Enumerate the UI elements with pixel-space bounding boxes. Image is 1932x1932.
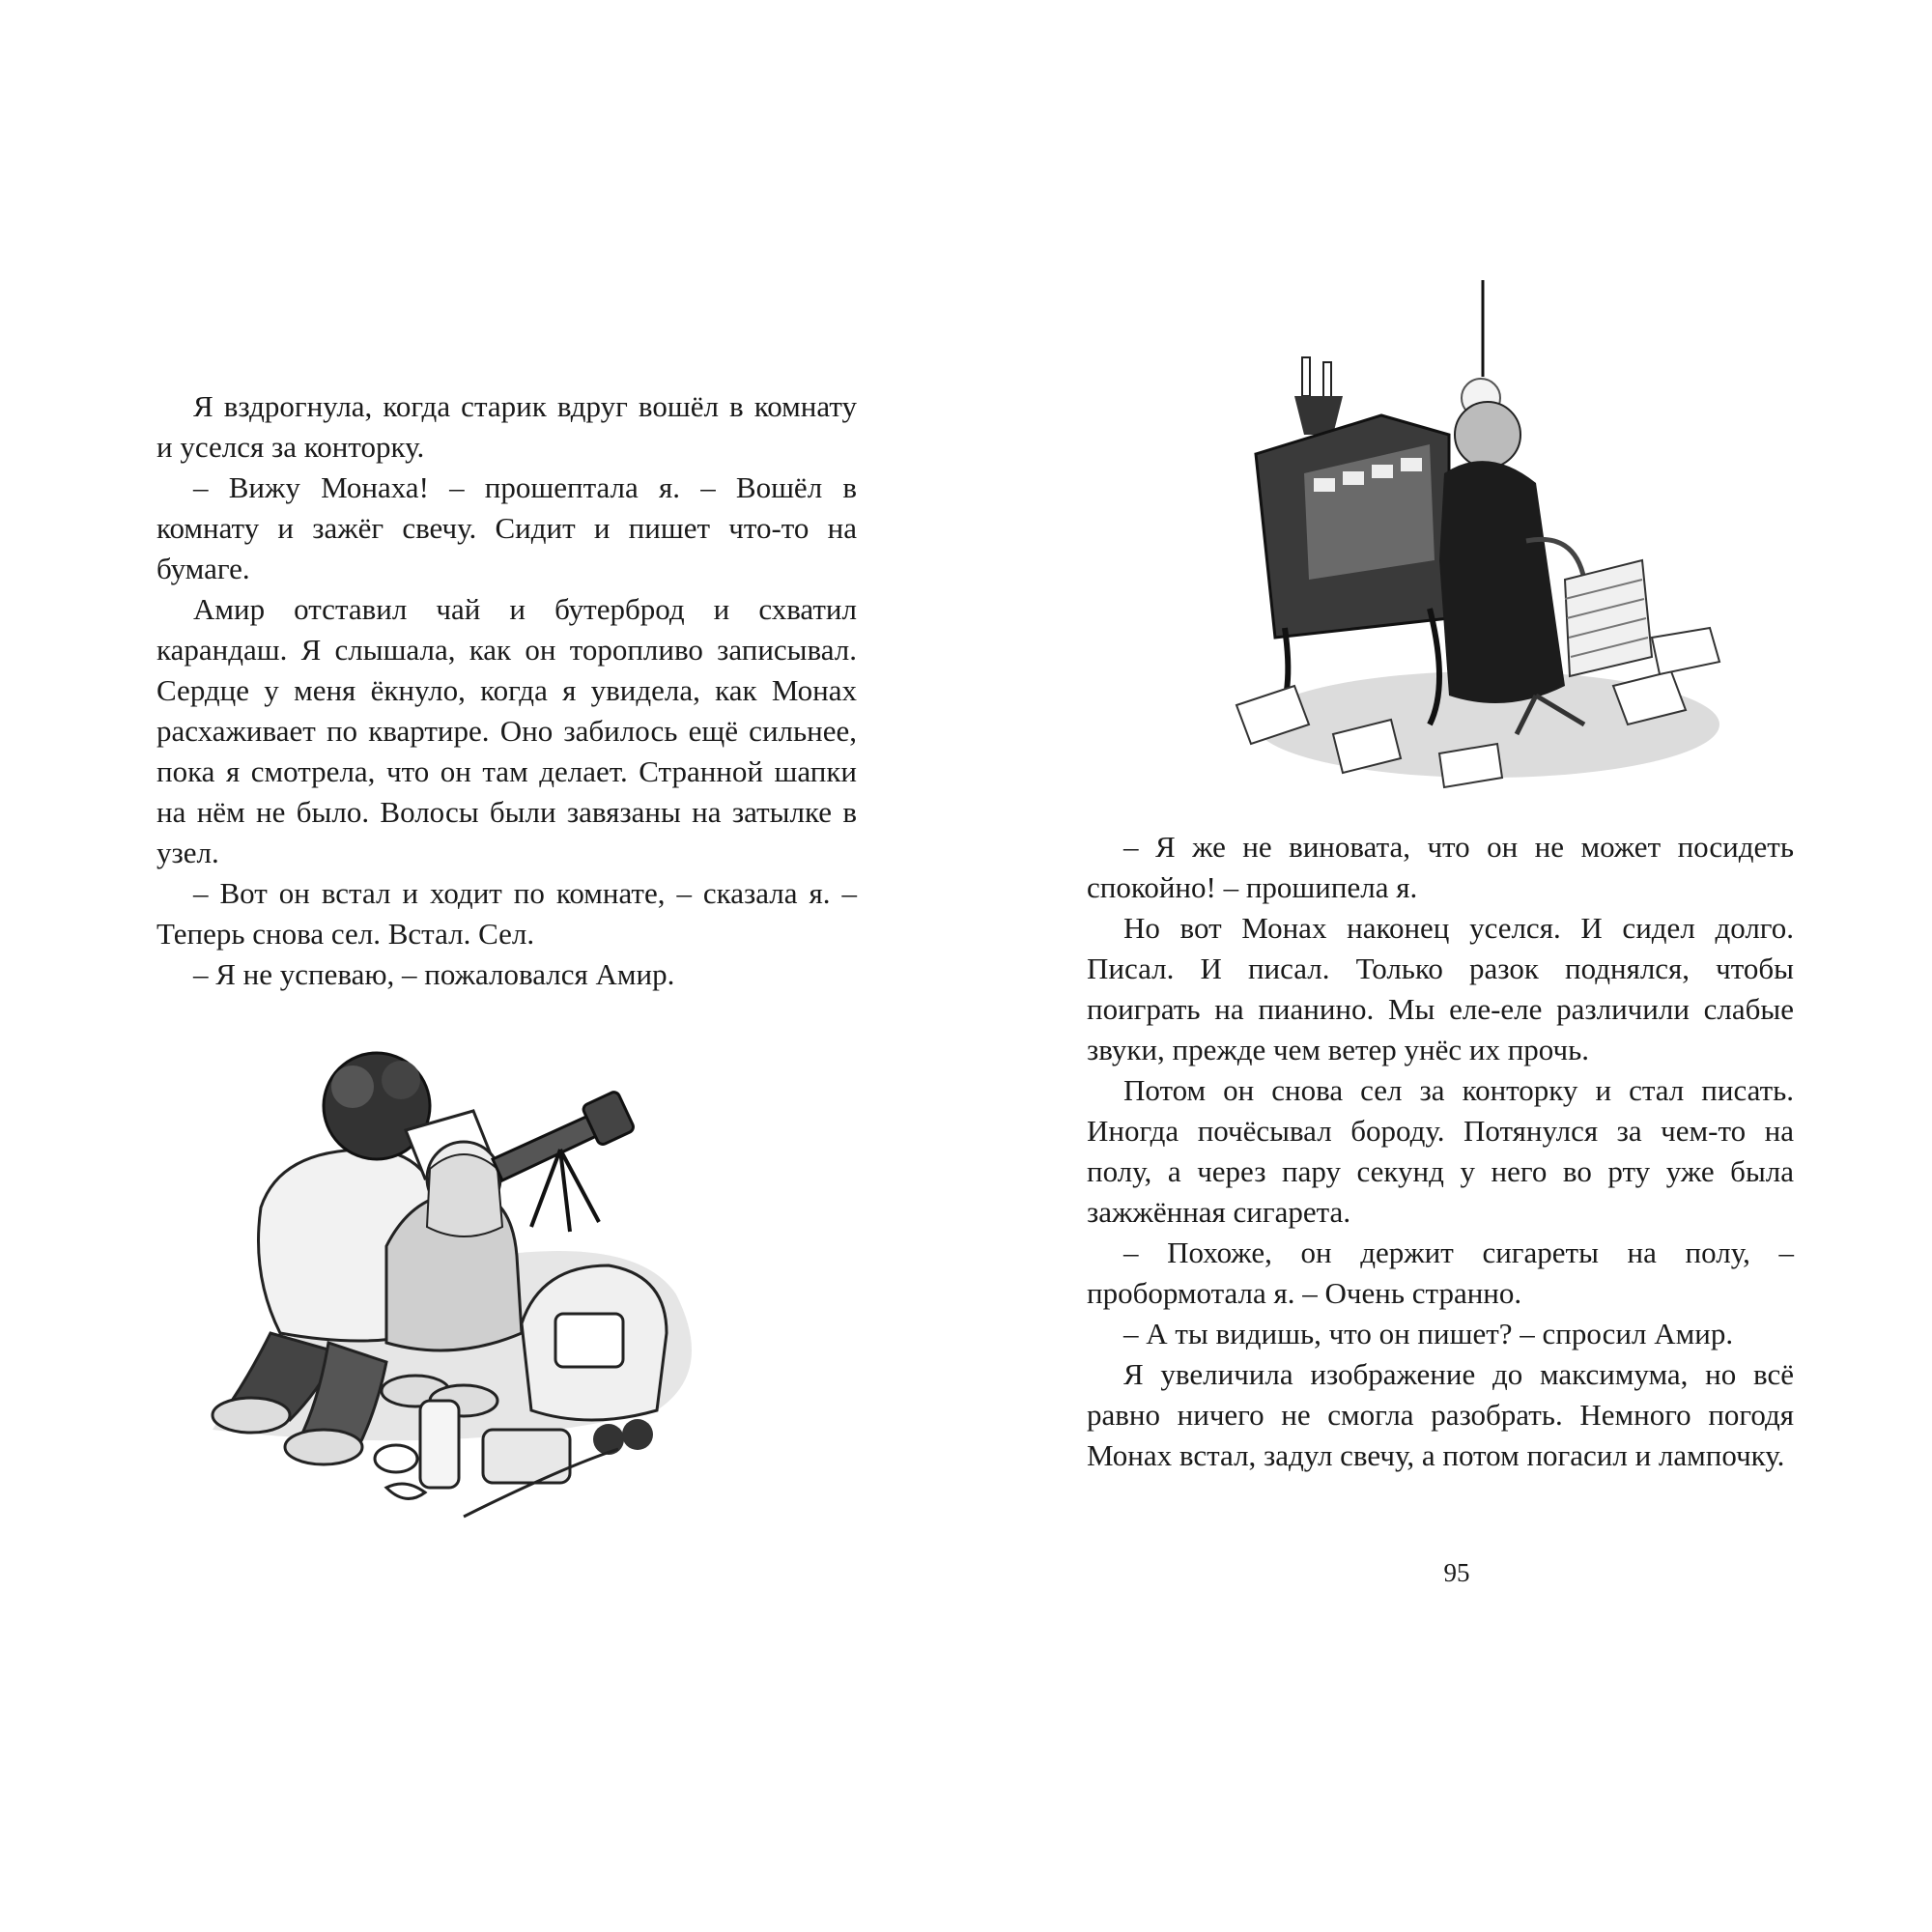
telescope-illustration-graphic	[174, 1005, 850, 1546]
right-page-text	[1087, 827, 1794, 1476]
illustration-telescope-kids	[174, 1005, 850, 1546]
paragraph: – Вижу Монаха! – прошептала я. – Вошёл в комнату и зажёг свечу. Сидит и пишет что-то на бумаге.	[156, 470, 857, 585]
paragraph: – Я же не виновата, что он не может посидеть спокойно! – прошипела я.	[1087, 830, 1794, 904]
paragraph: – Вот он встал и ходит по комнате, – сказала я. – Теперь снова сел. Встал. Сел.	[156, 876, 857, 951]
desk-illustration-graphic	[1198, 270, 1739, 811]
paragraph: – Похоже, он держит сигареты на полу, – пробормотала я. – Очень странно.	[1087, 1236, 1794, 1310]
paragraph: Но вот Монах наконец уселся. И сидел долго. Писал. И писал. Только разок поднялся, чтобы поиграть на пианино. Мы еле-еле различили слабые звуки, прежде чем ветер унёс их прочь.	[1087, 911, 1794, 1066]
paragraph: Я вздрогнула, когда старик вдруг вошёл в комнату и уселся за конторку.	[156, 389, 857, 464]
left-page-text	[156, 386, 857, 995]
illustration-monk-at-desk	[1198, 270, 1739, 811]
paragraph: – Я не успеваю, – пожаловался Амир.	[193, 957, 675, 991]
right-page	[966, 0, 1932, 1932]
page-number: 95	[1443, 1558, 1470, 1587]
paragraph: Потом он снова сел за конторку и стал писать. Иногда почёсывал бороду. Потянулся за чем-то на полу, а через пару секунд у него во рту уже была зажжённая сигарета.	[1087, 1073, 1794, 1229]
paragraph: Амир отставил чай и бутерброд и схватил карандаш. Я слышала, как он торопливо записывал. Сердце у меня ёкнуло, когда я увидела, как Монах расхаживает по квартире. Оно забилось ещё сильнее, пока я смотрела, что он там делает. Странной шапки на нём не было. Волосы были завязаны на затылке в узел.	[156, 592, 857, 869]
paragraph: Я увеличила изображение до максимума, но всё равно ничего не смогла разобрать. Немного погодя Монах встал, задул свечу, а потом погасил и лампочку.	[1087, 1357, 1794, 1472]
paragraph: – А ты видишь, что он пишет? – спросил Амир.	[1123, 1317, 1734, 1350]
